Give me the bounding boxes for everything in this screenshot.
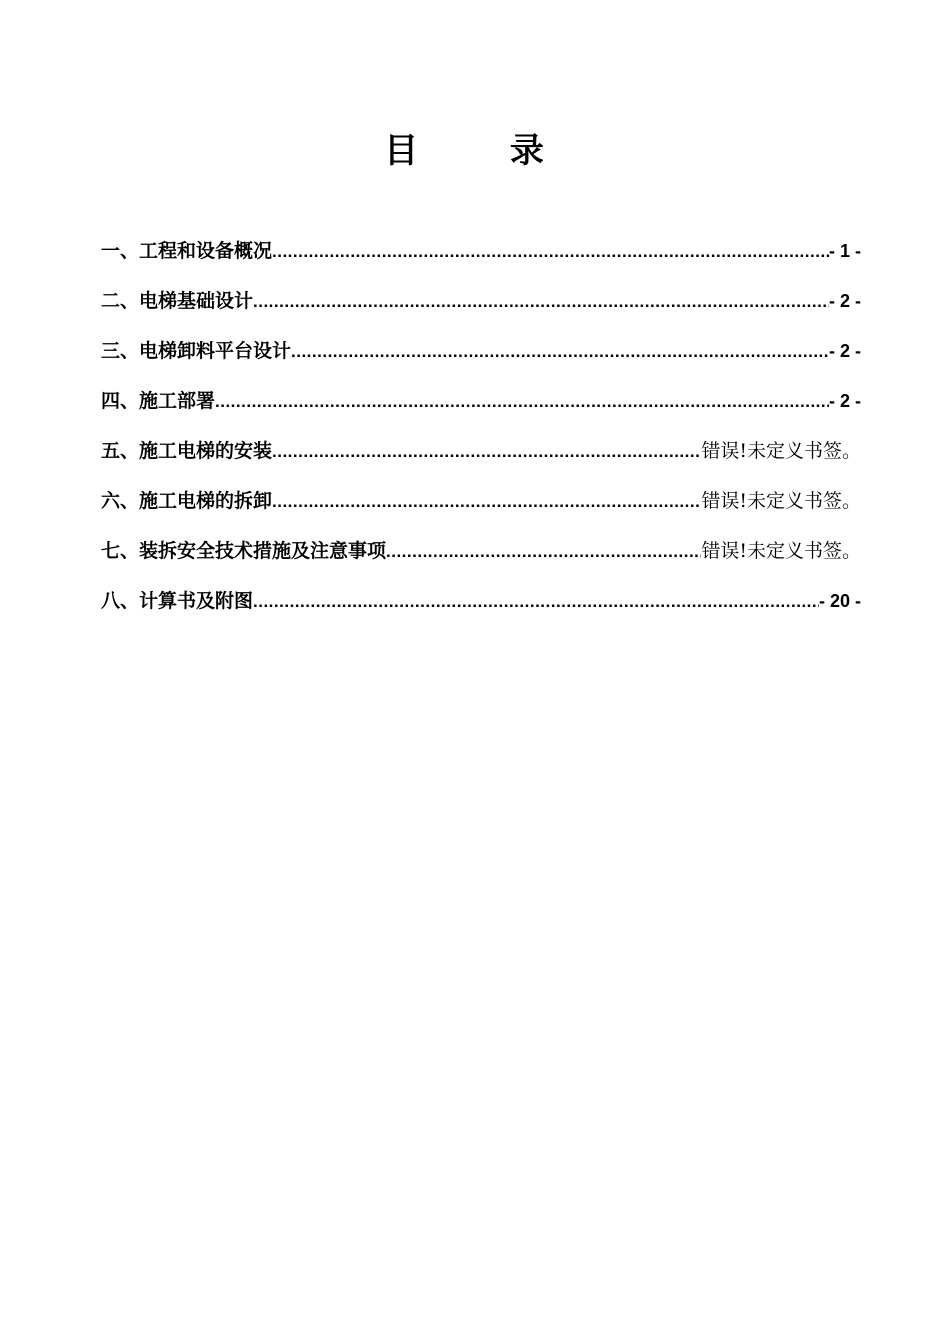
toc-entry-label: 四、施工部署 xyxy=(101,390,216,412)
table-of-contents xyxy=(101,226,861,626)
toc-entry-8[interactable] xyxy=(101,576,861,626)
toc-page-number: - 1 - xyxy=(828,241,861,261)
toc-entry-label: 六、施工电梯的拆卸 xyxy=(101,490,273,512)
toc-page-number: - 20 - xyxy=(818,591,861,611)
toc-bookmark-error: 错误!未定义书签。 xyxy=(701,490,861,512)
toc-dot-leader xyxy=(291,327,829,376)
toc-entry-2[interactable] xyxy=(101,276,861,326)
toc-entry-label: 三、电梯卸料平台设计 xyxy=(101,340,292,362)
toc-entry-label: 二、电梯基础设计 xyxy=(101,290,254,312)
toc-entry-7[interactable] xyxy=(101,526,861,576)
toc-entry-label: 一、工程和设备概况 xyxy=(101,240,273,262)
toc-page-number: - 2 - xyxy=(828,341,861,361)
toc-page-number: - 2 - xyxy=(828,291,861,311)
toc-bookmark-error: 错误!未定义书签。 xyxy=(701,540,861,562)
toc-dot-leader xyxy=(272,477,701,526)
toc-entry-6[interactable] xyxy=(101,476,861,526)
toc-dot-leader xyxy=(253,577,819,626)
toc-dot-leader xyxy=(386,527,701,576)
toc-page-number: - 2 - xyxy=(828,391,861,411)
toc-entry-1[interactable] xyxy=(101,226,861,276)
toc-entry-4[interactable] xyxy=(101,376,861,426)
page-title: 目 录 xyxy=(384,131,584,171)
toc-entry-3[interactable] xyxy=(101,326,861,376)
toc-dot-leader xyxy=(253,277,829,326)
toc-entry-5[interactable] xyxy=(101,426,861,476)
toc-dot-leader xyxy=(215,377,829,426)
toc-dot-leader xyxy=(272,427,701,476)
toc-entry-label: 五、施工电梯的安装 xyxy=(101,440,273,462)
toc-entry-label: 八、计算书及附图 xyxy=(101,590,254,612)
toc-dot-leader xyxy=(272,227,829,276)
toc-bookmark-error: 错误!未定义书签。 xyxy=(701,440,861,462)
toc-entry-label: 七、装拆安全技术措施及注意事项 xyxy=(101,540,387,562)
